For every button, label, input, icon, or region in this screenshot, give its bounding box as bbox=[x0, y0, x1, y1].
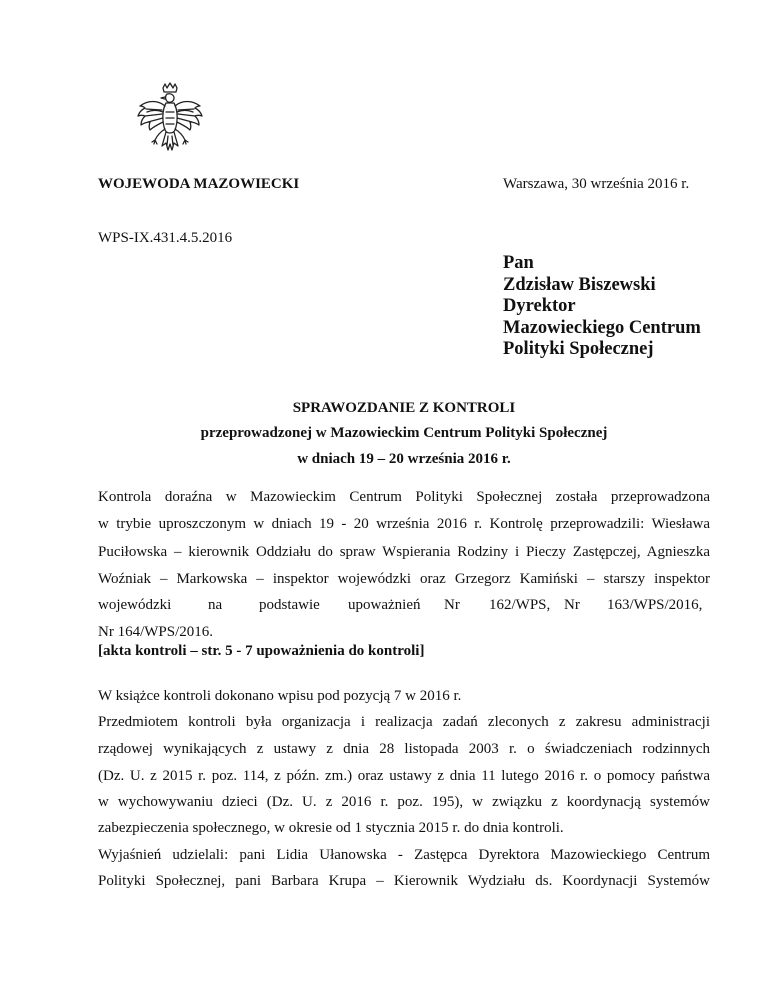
authorization-word: Nr bbox=[444, 597, 460, 613]
authorization-word: na bbox=[208, 597, 223, 613]
recipient-position: Dyrektor bbox=[503, 296, 576, 316]
recipient-name: Zdzisław Biszewski bbox=[503, 274, 656, 295]
authorization-word: Nr bbox=[564, 597, 580, 613]
paragraph-line: zabezpieczenia społecznego, w okresie od 1 stycznia 2015 r. do dnia kontroli. bbox=[98, 820, 564, 836]
paragraph-line: Wyjaśnień udzielali: pani Lidia Ułanowska - Zastępca Dyrektora Mazowieckiego Centrum bbox=[98, 847, 710, 863]
recipient-institution-line2: Polityki Społecznej bbox=[503, 339, 654, 359]
place-and-date: Warszawa, 30 września 2016 r. bbox=[503, 176, 690, 192]
paragraph-line: Przedmiotem kontroli była organizacja i realizacja zadań zleconych z zakresu administracji bbox=[98, 714, 710, 730]
paragraph-line: (Dz. U. z 2015 r. poz. 114, z późn. zm.) oraz ustawy z dnia 11 lutego 2016 r. o pomocy państwa bbox=[98, 768, 710, 784]
recipient-salutation: Pan bbox=[503, 253, 534, 273]
recipient-institution-line1: Mazowieckiego Centrum bbox=[503, 317, 701, 338]
paragraph-line: W książce kontroli dokonano wpisu pod pozycją 7 w 2016 r. bbox=[98, 688, 462, 704]
report-dates: w dniach 19 – 20 września 2016 r. bbox=[297, 451, 511, 467]
report-subtitle: przeprowadzonej w Mazowieckim Centrum Polityki Społecznej bbox=[200, 425, 608, 441]
recipient-block bbox=[503, 253, 701, 361]
paragraph-line: Nr 164/WPS/2016. bbox=[98, 624, 214, 640]
paragraph-line: Kontrola doraźna w Mazowieckim Centrum Polityki Społecznej została przeprowadzona bbox=[98, 489, 710, 505]
reference-number: WPS-IX.431.4.5.2016 bbox=[98, 230, 233, 246]
paragraph-line: Woźniak – Markowska – inspektor wojewódzki oraz Grzegorz Kamiński – starszy inspektor bbox=[98, 571, 710, 587]
paragraph-line: rządowej wynikających z ustawy z dnia 28 listopada 2003 r. o świadczeniach rodzinnych bbox=[98, 741, 710, 757]
authorization-word: 162/WPS, bbox=[489, 597, 551, 613]
issuer-name: WOJEWODA MAZOWIECKI bbox=[98, 176, 300, 192]
paragraph-line: Polityki Społecznej, pani Barbara Krupa – Kierownik Wydziału ds. Koordynacji Systemów bbox=[98, 873, 710, 889]
authorization-word: wojewódzki bbox=[98, 597, 172, 613]
paragraph-line: w wychowywaniu dzieci (Dz. U. z 2016 r. poz. 195), w związku z koordynacją systemów bbox=[98, 794, 710, 810]
paragraph-line: w trybie uproszczonym w dniach 19 - 20 września 2016 r. Kontrolę przeprowadzili: Wiesława bbox=[98, 516, 710, 532]
authorization-word: upoważnień bbox=[348, 597, 421, 613]
paragraph-line: Puciłowska – kierownik Oddziału do spraw Wspierania Rodziny i Pieczy Zastępczej, Agnieszka bbox=[98, 544, 710, 560]
report-title: SPRAWOZDANIE Z KONTROLI bbox=[292, 400, 516, 416]
authorization-line bbox=[98, 597, 710, 617]
authorization-word: 163/WPS/2016, bbox=[607, 597, 703, 613]
file-reference-note: [akta kontroli – str. 5 - 7 upoważnienia do kontroli] bbox=[98, 643, 425, 659]
authorization-word: podstawie bbox=[259, 597, 320, 613]
white-eagle-emblem-icon bbox=[132, 82, 208, 162]
